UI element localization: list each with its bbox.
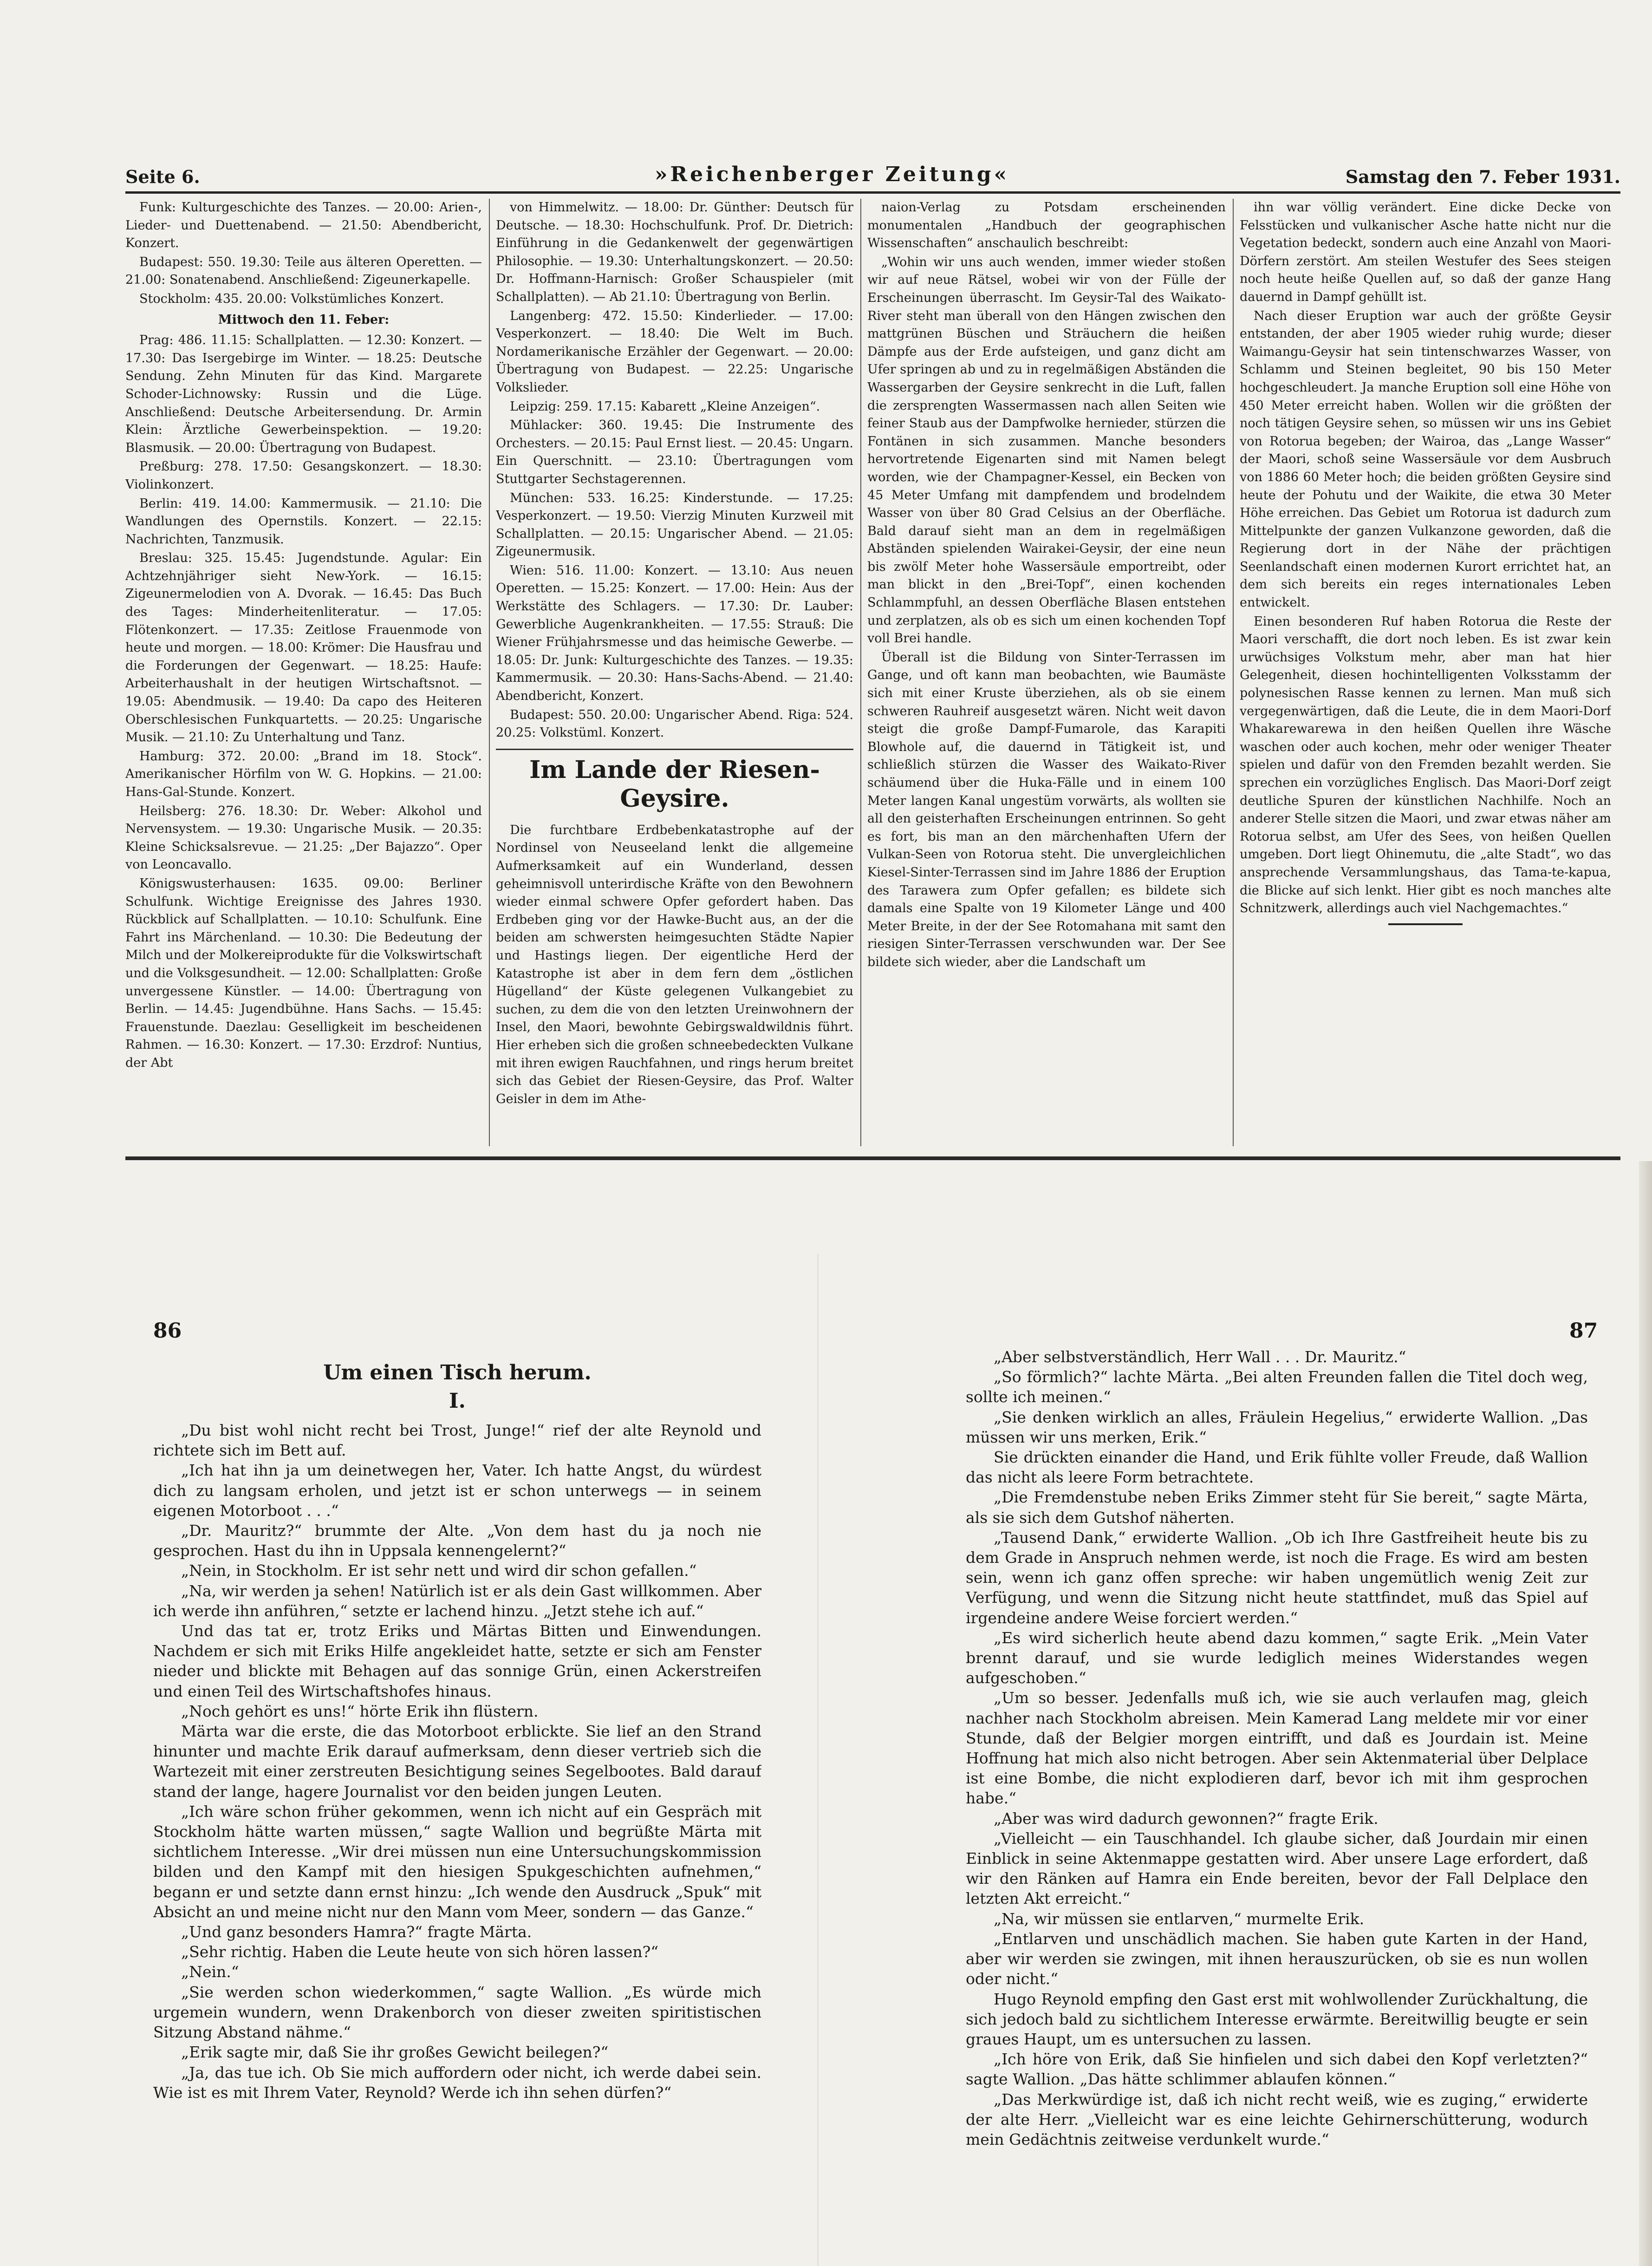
- radio-entry: Wien: 516. 11.00: Konzert. — 13.10: Aus neuen Operetten. — 15.25: Konzert. — 17.00: Hein: Aus der Werkstätte des Schlagers. — 17.30: Dr. Lauber: Gewerbliche Augenkrankheiten. — 17.55: Strauß: Die Wiener Frühjahrsmesse und das heimische Gewerbe. — 18.05: Dr. Junk: Kulturgeschichte des Tanzes. — 19.35: Kammermusik. — 20.30: Hans-Sachs-Abend. — 21.40: Abendbericht, Konzert.: [496, 563, 853, 704]
- novel-paragraph: „Entlarven und unschädlich machen. Sie haben gute Karten in der Hand, aber wir werden sie zwingen, mit ihnen herauszurücken, ob sie es nun wollen oder nicht.“: [966, 1929, 1588, 1988]
- novel-paragraph: „Ich höre von Erik, daß Sie hinfielen und sich dabei den Kopf verletzten?“ sagte Wallion. „Das hätte schlimmer ablaufen können.“: [966, 2050, 1588, 2089]
- radio-entry: Leipzig: 259. 17.15: Kabarett „Kleine Anzeigen“.: [510, 399, 820, 414]
- novel-paragraph: „So förmlich?“ lachte Märta. „Bei alten Freunden fallen die Titel doch weg, sollte ich meinen.“: [966, 1368, 1588, 1406]
- radio-entry: Breslau: 325. 15.45: Jugendstunde. Agular: Ein Achtzehnjähriger sieht New-York. — 16.15: Zigeunermelodien von A. Dvorak. — 16.45: Das Buch des Tages: Minderheitenliteratur. — 17.05: Flötenkonzert. — 17.35: Zeitlose Frauenmode von heute und morgen. — 18.00: Krömer: Die Hausfrau und die Forderungen der Gegenwart. — 18.25: Haufe: Arbeiterhaushalt in der heutigen Wirtschaftsnot. — 19.05: Abendmusik. — 19.40: Da capo des Heiteren Oberschlesischen Funkquartetts. — 20.25: Ungarische Musik. — 21.10: Zu Unterhaltung und Tanz.: [125, 551, 482, 745]
- novel-title: Um einen Tisch herum.: [323, 1361, 592, 1384]
- novel-paragraph: „Das Merkwürdige ist, daß ich nicht recht weiß, wie es zuging,“ erwiderte der alte Herr. „Vielleicht war es eine leichte Gehirnerschütterung, wodurch mein Gedächtnis zeitweise verdunkelt wurde.“: [966, 2090, 1588, 2148]
- article-paragraph: Überall ist die Bildung von Sinter-Terrassen im Gange, und oft kann man beobachten, wie Baumäste sich mit einer Kruste überziehen, als ob sie einem schweren Rauhreif ausgesetzt wären. Nicht weit davon steigt die große Dampf-Fumarole, das Karapiti Blowhole auf, die dauernd in Tätigkeit ist, und schließlich stürzen die Wasser des Waikato-River schäumend über die Huka-Fälle und in einem 100 Meter langen Kanal ungestüm vorwärts, als wollten sie all den geisterhaften Erscheinungen entrinnen. So geht es fort, bis man an den märchenhaften Ufern der Vulkan-Seen von Rotorua steht. Die unvergleichlichen Kiesel-Sinter-Terrassen sind im Jahre 1886 der Eruption des Tarawera zum Opfer gefallen; es bildete sich damals eine Spalte von 19 Kilometer Länge und 400 Meter Breite, in der der See Rotomahana mit samt den riesigen Sinter-Terrassen verschwunden war. Der See bildete sich wieder, aber die Landschaft um: [867, 650, 1226, 969]
- article-paragraph: Einen besonderen Ruf haben Rotorua die Reste der Maori verschafft, die dort noch leben. Es ist zwar kein urwüchsiges Volkstum mehr, aber man hat hier Gelegenheit, diesen hochintelligenten Volksstamm der polynesischen Rasse kennen zu lernen. Man muß sich vergegenwärtigen, daß die Leute, die in dem Maori-Dorf Whakarewarewa in den heißen Quellen ihre Wäsche waschen oder auch kochen, mehr oder weniger Theater spielen und dafür von den Fremden bezahlt werden. Sie sprechen ein vorzügliches Englisch. Das Maori-Dorf zeigt deutliche Spuren der künstlichen Nachhilfe. Noch an anderer Stelle sitzen die Maori, und zwar etwas näher am Rotorua selbst, am Ufer des Sees, von heißen Quellen umgeben. Dort liegt Ohinemutu, die „alte Stadt“, wo das ansprechende Versammlungshaus, das Tama-te-kapua, die Blicke auf sich lenkt. Hier gibt es noch manches alte Schnitzwerk, allerdings auch viel Nachgemachtes.“: [1240, 614, 1611, 916]
- novel-paragraph: „Na, wir müssen sie entlarven,“ murmelte Erik.: [994, 1909, 1365, 1928]
- left-page-number: 86: [153, 1319, 182, 1343]
- radio-entry: Stockholm: 435. 20.00: Volkstümliches Konzert.: [139, 291, 444, 306]
- article-paragraph: Nach dieser Eruption war auch der größte Geysir entstanden, der aber 1905 wieder ruhig wurde; dieser Waimangu-Geysir hat sein tintenschwarzes Wasser, von Schlamm und Steinen begleitet, 90 bis 150 Meter hochgeschleudert. Ja manche Eruption soll eine Höhe von 450 Meter erreicht haben. Wollen wir die größten der noch tätigen Geysire sehen, so müssen wir uns ins Gebiet von Rotorua begeben; der Wairoa, das „Lange Wasser“ der Maori, schoß seine Wassersäule vor dem Ausbruch von 1886 60 Meter hoch; die beiden größten Geysire sind heute der Pohutu und der Waikite, die etwa 30 Meter Höhe erreichen. Das Gebiet um Rotorua ist dadurch zum Mittelpunkte der ganzen Vulkanzone geworden, daß die Regierung dort in der Nähe der prächtigen Seenlandschaft einen modernen Kurort errichtet hat, an dem sich bereits ein reges internationales Leben entwickelt.: [1240, 308, 1611, 610]
- novel-left-page: [153, 1347, 761, 2211]
- article-paragraph: ihn war völlig verändert. Eine dicke Decke von Felsstücken und vulkanischer Asche hatte nicht nur die Vegetation bedeckt, sondern auch eine Anzahl von Maori-Dörfern zerstört. Am steilen Westufer des Sees steigen noch heute heiße Quellen auf, so daß der ganze Hang dauernd in Dampf gehüllt ist.: [1240, 200, 1611, 304]
- article-paragraph: naion-Verlag zu Potsdam erscheinenden monumentalen „Handbuch der geographischen Wissenschaften“ anschaulich beschreibt:: [867, 200, 1226, 251]
- article-end-rule: [1388, 923, 1463, 925]
- novel-paragraph: „Ich wäre schon früher gekommen, wenn ich nicht auf ein Gespräch mit Stockholm hätte warten müssen,“ sagte Wallion und begrüßte Märta mit sichtlichem Interesse. „Wir drei müssen nun eine Untersuchungskommission bilden und den Kampf mit den hiesigen Spukgeschichten aufnehmen,“ begann er und setzte dann ernst hinzu: „Ich wende den Ausdruck „Spuk“ mit Absicht an und meine nicht nur den Mann vom Meer, sondern — das Ganze.“: [153, 1802, 761, 1921]
- novel-paragraph: „Die Fremdenstube neben Eriks Zimmer steht für Sie bereit,“ sagte Märta, als sie sich dem Gutshof näherten.: [966, 1488, 1588, 1527]
- radio-entry: Berlin: 419. 14.00: Kammermusik. — 21.10: Die Wandlungen des Opernstils. Konzert. — 22.15: Nachrichten, Tanzmusik.: [125, 496, 482, 547]
- novel-paragraph: „Du bist wohl nicht recht bei Trost, Junge!“ rief der alte Reynold und richtete sich im Bett auf.: [153, 1421, 761, 1460]
- footer-rule: [125, 1156, 1620, 1160]
- day-heading: Mittwoch den 11. Feber:: [218, 312, 390, 327]
- novel-paragraph: Sie drückten einander die Hand, und Erik fühlte voller Freude, daß Wallion das nicht als leere Form betrachtete.: [966, 1448, 1588, 1487]
- article-title: Im Lande der Riesen-Geysire.: [496, 749, 853, 813]
- novel-right-page: [966, 1347, 1588, 2211]
- novel-paragraph: „Sie denken wirklich an alles, Fräulein Hegelius,“ erwiderte Wallion. „Das müssen wir uns merken, Erik.“: [966, 1408, 1588, 1446]
- novel-paragraph: „Dr. Mauritz?“ brummte der Alte. „Von dem hast du ja noch nie gesprochen. Hast du ihn in Uppsala kennengelernt?“: [153, 1522, 761, 1560]
- radio-entry: Mühlacker: 360. 19.45: Die Instrumente des Orchesters. — 20.15: Paul Ernst liest. — 20.45: Ungarn. Ein Querschnitt. — 23.10: Übertragungen vom Stuttgarter Sechstagerennen.: [496, 418, 853, 486]
- novel-paragraph: „Vielleicht — ein Tauschhandel. Ich glaube sicher, daß Jourdain mir einen Einblick in seine Aktenmappe gestatten wird. Aber unsere Lage erfordert, daß wir den Ränken auf Hamra ein Ende bereiten, bevor der Fall Delplace den letzten Akt erreicht.“: [966, 1829, 1588, 1908]
- article-column-3: [867, 199, 1226, 1151]
- radio-entry: Budapest: 550. 20.00: Ungarischer Abend. Riga: 524. 20.25: Volkstüml. Konzert.: [496, 707, 853, 740]
- book-fold: [817, 1254, 819, 2266]
- radio-entry: Königswusterhausen: 1635. 09.00: Berliner Schulfunk. Wichtige Ereignisse des Jahres 1930. Rückblick auf Schallplatten. — 10.10: Schulfunk. Eine Fahrt ins Märchenland. — 10.30: Die Bedeutung der Milch und der Molkereiprodukte für die Volkswirtschaft und die Volksgesundheit. — 12.00: Schallplatten: Große unvergessene Künstler. — 14.00: Übertragung von Berlin. — 14.45: Jugendbühne. Hans Sachs. — 15.45: Frauenstunde. Daezlau: Geselligkeit im bescheidenen Rahmen. — 16.30: Konzert. — 17.30: Erzdrof: Nuntius, der Abt: [125, 876, 482, 1070]
- novel-paragraph: „Tausend Dank,“ erwiderte Wallion. „Ob ich Ihre Gastfreiheit heute bis zu dem Grade in Anspruch nehmen werde, ist noch die Frage. Es wird am besten sein, wenn ich ganz offen spreche: wir haben ungemütlich wenig Zeit zur Verfügung, und wenn die Sitzung nicht heute stattfindet, muß das Spiel auf irgendeine andere Weise forciert werden.“: [966, 1528, 1588, 1627]
- novel-paragraph: „Aber selbstverständlich, Herr Wall . . . Dr. Mauritz.“: [994, 1348, 1406, 1366]
- novel-paragraph: „Noch gehört es uns!“ hörte Erik ihn flüstern.: [181, 1702, 539, 1720]
- novel-paragraph: „Erik sagte mir, daß Sie ihr großes Gewicht beilegen?“: [181, 2043, 609, 2062]
- novel-paragraph: „Na, wir werden ja sehen! Natürlich ist er als dein Gast willkommen. Aber ich werde ihn anführen,“ setzte er lachend hinzu. „Jetzt stehe ich auf.“: [153, 1581, 761, 1620]
- novel-paragraph: „Sehr richtig. Haben die Leute heute von sich hören lassen?“: [181, 1943, 659, 1961]
- page-label: Seite 6.: [125, 166, 200, 187]
- novel-paragraph: „Um so besser. Jedenfalls muß ich, wie sie auch verlaufen mag, gleich nachher nach Stockholm abreisen. Mein Kamerad Lang meldete mir vor einer Stunde, daß der Belgier morgen eintrifft, und daß es Jourdain ist. Meine Hoffnung hat mich also nicht betrogen. Aber sein Aktenmaterial über Delplace ist eine Bombe, die nicht explodieren darf, bevor ich mit ihm gesprochen habe.“: [966, 1689, 1588, 1808]
- radio-entry: Langenberg: 472. 15.50: Kinderlieder. — 17.00: Vesperkonzert. — 18.40: Die Welt im Buch. Nordamerikanische Erzähler der Gegenwart. — 20.00: Übertragung von Budapest. — 22.25: Ungarische Volkslieder.: [496, 308, 853, 395]
- novel-paragraph: „Aber was wird dadurch gewonnen?“ fragte Erik.: [994, 1809, 1379, 1828]
- novel-paragraph: „Sie werden schon wiederkommen,“ sagte Wallion. „Es würde mich urgemein wundern, wenn Drakenborch von dieser zweiten spiritistischen Sitzung Abstand nähme.“: [153, 1983, 761, 2042]
- novel-paragraph: Hugo Reynold empfing den Gast erst mit wohlwollender Zurückhaltung, die sich jedoch bald zu sichtlichem Interesse erwärmte. Bereitwillig beugte er sein graues Haupt, um es untersuchen zu lassen.: [966, 1990, 1588, 2048]
- novel-paragraph: „Ich hat ihn ja um deinetwegen her, Vater. Ich hatte Angst, du würdest dich zu langsam erholen, und jetzt ist er schon unterwegs — in seinem eigenen Motorboot . . .“: [153, 1461, 761, 1520]
- header-rule: [125, 191, 1620, 194]
- radio-column-2: [496, 199, 853, 1151]
- novel-paragraph: „Und ganz besonders Hamra?“ fragte Märta.: [181, 1923, 532, 1941]
- radio-entry: Preßburg: 278. 17.50: Gesangskonzert. — 18.30: Violinkonzert.: [125, 459, 482, 492]
- radio-entry: Budapest: 550. 19.30: Teile aus älteren Operetten. — 21.00: Sonatenabend. Anschließend: Zigeunerkapelle.: [125, 255, 482, 287]
- article-paragraph: Die furchtbare Erdbebenkatastrophe auf der Nordinsel von Neuseeland lenkt die allgemeine Aufmerksamkeit auf ein Wunderland, dessen geheimnisvoll unterirdische Kräfte von den Bewohnern wieder einmal schwere Opfer gefordert haben. Das Erdbeben ging vor der Hawke-Bucht aus, an der die beiden am schwersten heimgesuchten Städte Napier und Hastings liegen. Der eigentliche Herd der Katastrophe ist aber in dem fern dem „östlichen Hügelland“ der Küste gelegenen Vulkangebiet zu suchen, zu dem die von den letzten Ureinwohnern der Insel, den Maori, bewohnte Gebirgswaldwildnis führt. Hier erheben sich die großen schneebedeckten Vulkane mit ihren ewigen Rauchfahnen, und rings herum breitet sich das Gebiet der Riesen-Geysire, das Prof. Walter Geisler in dem im Athe-: [496, 823, 853, 1106]
- newspaper-header: [125, 163, 1620, 190]
- novel-paragraph: „Nein.“: [181, 1963, 239, 1981]
- novel-paragraph: Und das tat er, trotz Eriks und Märtas Bitten und Einwendungen. Nachdem er sich mit Eriks Hilfe angekleidet hatte, setzte er sich am Fenster nieder und blickte mit Behagen auf das sonnige Grün, einen Ackerstreifen und einen Teil des Wirtschaftshofes hinaus.: [153, 1622, 761, 1700]
- novel-paragraph: „Nein, in Stockholm. Er ist sehr nett und wird dir schon gefallen.“: [181, 1561, 697, 1580]
- radio-entry: Funk: Kulturgeschichte des Tanzes. — 20.00: Arien-, Lieder- und Duettenabend. — 21.50: Abendbericht, Konzert.: [125, 200, 482, 251]
- novel-right-text: [966, 1347, 1588, 2149]
- column-divider: [860, 199, 861, 1146]
- novel-paragraph: „Ja, das tue ich. Ob Sie mich auffordern oder nicht, ich werde dabei sein. Wie ist es mit Ihrem Vater, Reynold? Werde ich ihn sehen dürfen?“: [153, 2063, 761, 2102]
- radio-entry: von Himmelwitz. — 18.00: Dr. Günther: Deutsch für Deutsche. — 18.30: Hochschulfunk. Prof. Dr. Dietrich: Einführung in die Gedankenwelt der gegenwärtigen Philosophie. — 19.30: Unterhaltungskonzert. — 20.50: Dr. Hoffmann-Harnisch: Großer Schauspieler (mit Schallplatten). — Ab 21.10: Übertragung von Berlin.: [496, 200, 853, 304]
- radio-column-1: [125, 199, 482, 1151]
- radio-entry: Hamburg: 372. 20.00: „Brand im 18. Stock“. Amerikanischer Hörfilm von W. G. Hopkins. — 21.00: Hans-Gal-Stunde. Konzert.: [125, 749, 482, 799]
- radio-entry: Heilsberg: 276. 18.30: Dr. Weber: Alkohol und Nervensystem. — 19.30: Ungarische Musik. — 20.35: Kleine Schicksalsrevue. — 21.25: „Der Bajazzo“. Oper von Leoncavallo.: [125, 803, 482, 872]
- chapter-number: I.: [449, 1389, 466, 1413]
- article-column-4: [1240, 199, 1611, 1151]
- column-divider: [1233, 199, 1234, 1146]
- masthead: »Reichenberger Zeitung«: [655, 163, 1010, 186]
- radio-entry: Prag: 486. 11.15: Schallplatten. — 12.30: Konzert. — 17.30: Das Isergebirge im Winter. — 18.25: Deutsche Sendung. Zehn Minuten für das Kind. Margarete Schoder-Lichnowsky: Russin und die Lüge. Anschließend: Deutsche Arbeitersendung. Dr. Armin Klein: Ärztliche Gewerbeinspektion. — 19.20: Blasmusik. — 20.00: Übertragung von Budapest.: [125, 333, 482, 455]
- right-page-number: 87: [1569, 1319, 1598, 1343]
- novel-left-text: [153, 1420, 761, 2103]
- issue-date: Samstag den 7. Feber 1931.: [1345, 166, 1620, 187]
- novel-paragraph: „Es wird sicherlich heute abend dazu kommen,“ sagte Erik. „Mein Vater brennt darauf, und sie wurde lediglich meines Widerstandes wegen aufgeschoben.“: [966, 1628, 1588, 1687]
- newspaper-columns: [125, 199, 1620, 1156]
- radio-entry: München: 533. 16.25: Kinderstunde. — 17.25: Vesperkonzert. — 19.50: Vierzig Minuten Kurzweil mit Schallplatten. — 20.15: Ungarischer Abend. — 21.05: Zigeunermusik.: [496, 490, 853, 559]
- column-divider: [489, 199, 490, 1146]
- article-paragraph: „Wohin wir uns auch wenden, immer wieder stoßen wir auf neue Rätsel, wobei wir von der Fülle der Erscheinungen überrascht. Im Geysir-Tal des Waikato-River steht man überall von den Hängen zwischen den mattgrünen Büschen und Sträuchern die heißen Dämpfe aus der Erde aufsteigen, und ganz dicht am Ufer springen ab und zu in regelmäßigen Abständen die Wassergarben der Geysire senkrecht in die Luft, fallen die zersprengten Wassermassen nach allen Seiten wie feiner Staub aus der Dampfwolke hernieder, stürzen die Fontänen in sich zusammen. Manche besonders hervortretende Eigenarten sind mit Namen belegt worden, wie der Champagner-Kessel, ein Becken von 45 Meter Umfang mit dampfendem und brodelndem Wasser von über 80 Grad Celsius an der Oberfläche. Bald darauf sieht man an dem in regelmäßigen Abständen spielenden Wairakei-Geysir, der eine neun bis zwölf Meter hohe Wassersäule emportreibt, oder man blickt in den „Brei-Topf“, einen kochenden Schlammpfuhl, an dessen Oberfläche Blasen entstehen und zerplatzen, als ob es sich um einen kochenden Topf voll Brei handle.: [867, 255, 1226, 646]
- newspaper-page: [125, 163, 1620, 1175]
- novel-spread: [0, 1254, 1652, 2266]
- page-edge: [1639, 1161, 1652, 2266]
- novel-paragraph: Märta war die erste, die das Motorboot erblickte. Sie lief an den Strand hinunter und machte Erik darauf aufmerksam, denn dieser vertrieb sich die Wartezeit mit einer zerstreuten Besichtigung seines Segelbootes. Bald darauf stand der lange, hagere Journalist vor den beiden jungen Leuten.: [153, 1722, 761, 1801]
